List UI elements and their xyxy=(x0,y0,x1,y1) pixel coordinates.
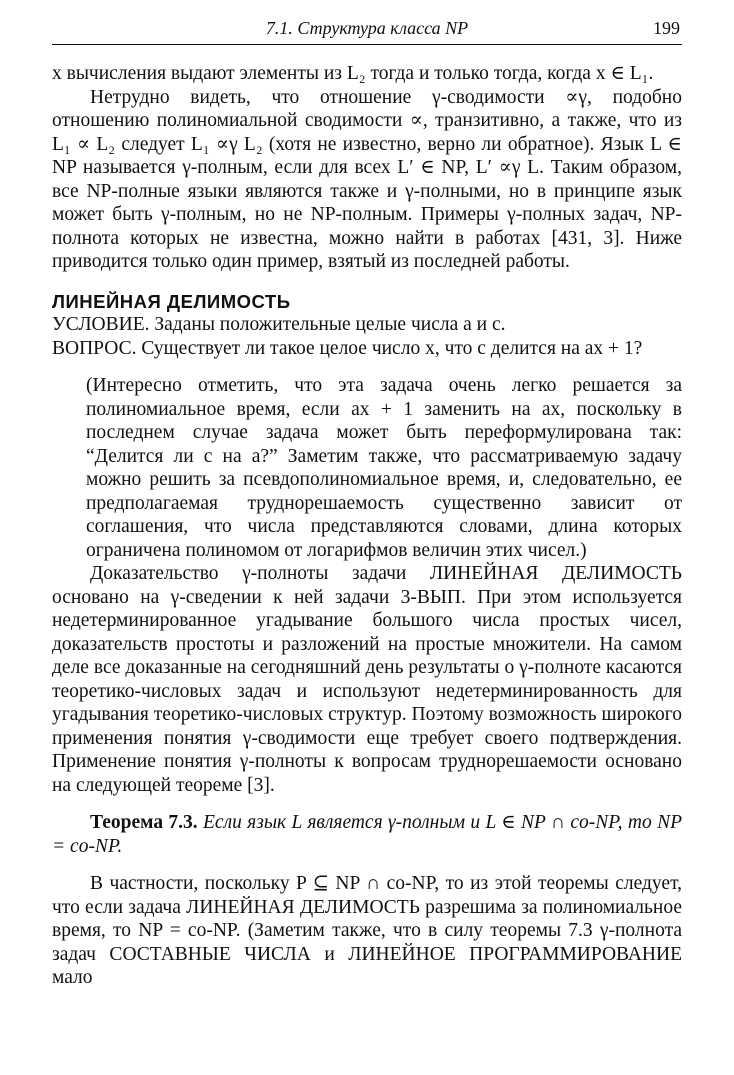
running-title: 7.1. Структура класса NP xyxy=(265,18,469,38)
problem-question: ВОПРОС. Существует ли такое целое число x, что c делится на ax + 1? xyxy=(52,337,643,359)
theorem-7-3 xyxy=(52,811,682,858)
paragraph-4: Доказательство γ-полноты задачи ЛИНЕЙНАЯ ДЕЛИМОСТЬ основано на γ-сведении к ней задачи 3-ВЫП. При этом используется недетерминированное угадывание большого числа простых чисел, доказательств простоты и разложений на простые множители. На самом деле все доказанные на сегодняшний день результаты о γ-полноте касаются теоретико-числовых задач и используют недетерминированность для угадывания теоретико-числовых структур. Поэтому возможность широкого применения понятия γ-сводимости еще требует своего подтверждения. Применение понятия γ-полноты к вопросам труднорешаемости основано на следующей теореме [3]. xyxy=(52,563,682,796)
problem-title: ЛИНЕЙНАЯ ДЕЛИМОСТЬ xyxy=(52,290,291,312)
paragraph-1: x вычисления выдают элементы из L₂ тогда и только тогда, когда x ∈ L₁. xyxy=(52,63,654,84)
problem-condition: УСЛОВИЕ. Заданы положительные целые числа a и c. xyxy=(52,314,506,335)
theorem-label: Теорема 7.3. xyxy=(90,812,198,833)
page-body xyxy=(52,62,682,990)
theorem-text: Если язык L является γ-полным и L ∈ NP ∩ co-NP, то NP = co-NP. xyxy=(52,812,682,857)
paragraph-5: В частности, поскольку P ⊆ NP ∩ co-NP, то из этой теоремы следует, что если задача ЛИНЕЙНАЯ ДЕЛИМОСТЬ разрешима за полиномиальное время, то NP = co-NP. (Заметим также, что в силу теоремы 7.3 γ-полнота задач СОСТАВНЫЕ ЧИСЛА и ЛИНЕЙНОЕ ПРОГРАММИРОВАНИЕ мало xyxy=(52,873,682,988)
paragraph-2: Нетрудно видеть, что отношение γ-сводимости ∝γ, подобно отношению полиномиальной сводимости ∝, транзитивно, а также, что из L₁ ∝ L₂ следует L₁ ∝γ L₂ (хотя не известно, верно ли обратное). Язык L ∈ NP называется γ-полным, если для всех L′ ∈ NP, L′ ∝γ L. Таким образом, все NP-полные языки являются также и γ-полными, но в принципе язык может быть γ-полным, но не NP-полным. Примеры γ-полных задач, NP-полнота которых не известна, можно найти в работах [431, 3]. Ниже приводится только один пример, взятый из последней работы. xyxy=(52,86,682,272)
paragraph-3: (Интересно отметить, что эта задача очень легко решается за полиномиальное время, если ax + 1 заменить на ax, поскольку в последнем случае задача может быть переформулирована так: “Делится ли c на a?” Заметим также, что рассматриваемую задачу можно решить за псевдополиномиальное время, и, следовательно, ее предполагаемая труднорешаемость существенно зависит от соглашения, что числа представляются словами, длина которых ограничена полиномом от логарифмов величин этих чисел.) xyxy=(86,375,682,561)
page-number: 199 xyxy=(653,18,680,38)
running-header xyxy=(52,18,682,45)
